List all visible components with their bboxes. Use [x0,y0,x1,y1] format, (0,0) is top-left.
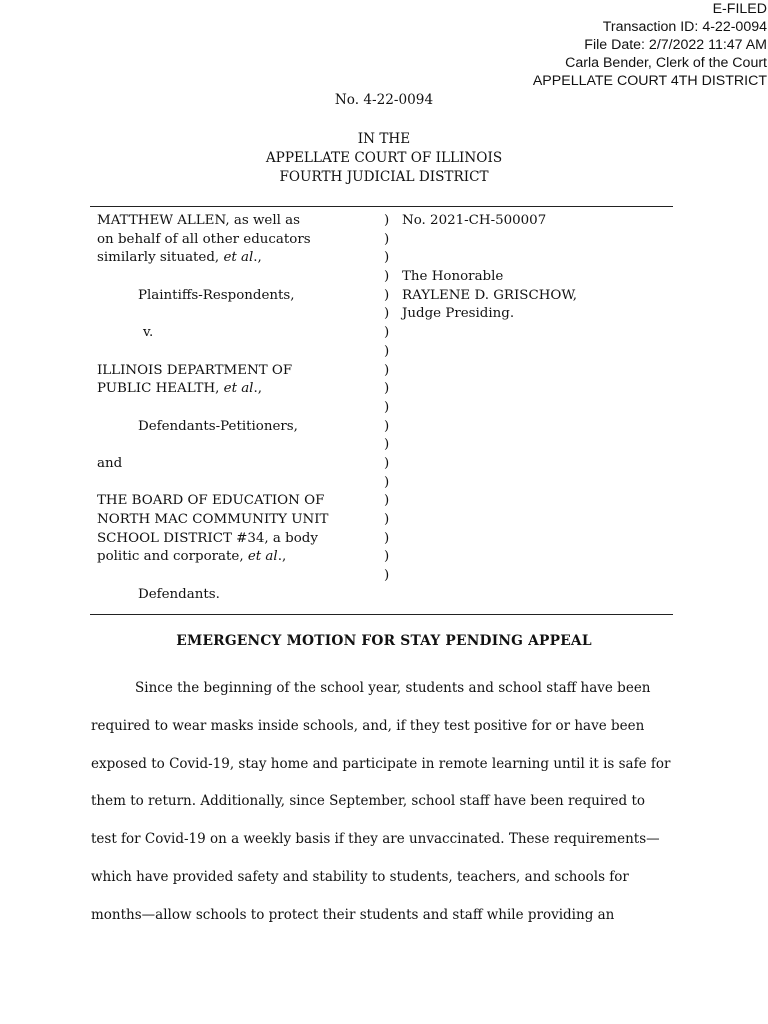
caption-paren: ) [384,325,390,341]
caption-paren: ) [384,418,390,434]
body-line: test for Covid-19 on a weekly basis if they are unvaccinated. These requirements— [91,831,660,848]
case-caption-parties [97,212,328,604]
caption-paren-column [384,212,389,586]
caption-paren: ) [384,512,390,527]
caption-paren: ) [384,362,390,378]
case-number: No. 2021-CH-500007 [402,213,547,228]
caption-paren: ) [384,306,390,322]
caption-paren: ) [384,399,390,415]
plaintiff-line: similarly situated, et al., [97,250,267,266]
caption-paren: ) [384,474,390,490]
efiling-stamp [533,0,767,90]
caption-top-rule [90,206,673,207]
court-heading-line: FOURTH JUDICIAL DISTRICT [279,169,489,185]
stamp-line-court: APPELLATE COURT 4TH DISTRICT [532,73,767,89]
caption-bottom-rule [90,614,673,615]
case-info-column [402,212,577,324]
body-line: months—allow schools to protect their students and staff while providing an [91,906,615,923]
stamp-line-file-date: File Date: 2/7/2022 11:47 AM [584,37,767,53]
conjunction-and: and [97,455,123,471]
court-heading-line: APPELLATE COURT OF ILLINOIS [265,150,503,166]
caption-paren: ) [384,381,390,397]
body-line: Since the beginning of the school year, students and school staff have been [135,680,651,696]
defendant-role: Defendants-Petitioners, [138,418,298,434]
caption-paren: ) [384,549,390,565]
defendant-line: ILLINOIS DEPARTMENT OF [97,362,293,378]
defendant-line: SCHOOL DISTRICT #34, a body [97,530,318,546]
caption-paren: ) [384,287,390,303]
caption-paren: ) [384,530,390,546]
court-heading-line: IN THE [357,131,411,147]
caption-paren: ) [384,269,390,285]
motion-body [91,670,681,935]
court-heading [0,130,768,187]
body-line: them to return. Additionally, since September, school staff have been required to [91,793,646,810]
stamp-line-transaction-id: Transaction ID: 4-22-0094 [602,19,767,35]
plaintiff-line: on behalf of all other educators [97,231,311,247]
judge-line: Judge Presiding. [402,306,515,322]
caption-paren: ) [384,343,390,359]
caption-paren: ) [384,437,390,453]
judge-line: The Honorable [402,269,504,285]
body-line: required to wear masks inside schools, and, if they test positive for or have been [91,717,645,734]
body-line: which have provided safety and stability to students, teachers, and schools for [91,868,629,885]
caption-paren: ) [384,455,390,471]
defendants-final-role: Defendants. [138,586,220,602]
plaintiff-role: Plaintiffs-Respondents, [138,287,295,303]
versus-label: v. [143,325,154,341]
caption-paren: ) [384,250,390,266]
defendant-line: politic and corporate, et al., [97,549,287,565]
appeal-number: No. 4-22-0094 [334,92,434,108]
caption-paren: ) [384,568,390,584]
defendant-line: NORTH MAC COMMUNITY UNIT [97,512,329,527]
judge-line: RAYLENE D. GRISCHOW, [402,287,578,303]
caption-paren: ) [384,493,390,509]
defendant-line: THE BOARD OF EDUCATION OF [97,493,325,509]
plaintiff-line: MATTHEW ALLEN, as well as [97,213,301,228]
caption-paren: ) [384,213,390,228]
motion-title: EMERGENCY MOTION FOR STAY PENDING APPEAL [176,633,592,649]
body-line: exposed to Covid-19, stay home and participate in remote learning until it is safe for [91,755,671,772]
stamp-line-efiled: E-FILED [712,1,767,17]
caption-paren: ) [384,231,390,247]
defendant-line: PUBLIC HEALTH, et al., [97,381,262,397]
stamp-line-clerk: Carla Bender, Clerk of the Court [565,55,767,71]
